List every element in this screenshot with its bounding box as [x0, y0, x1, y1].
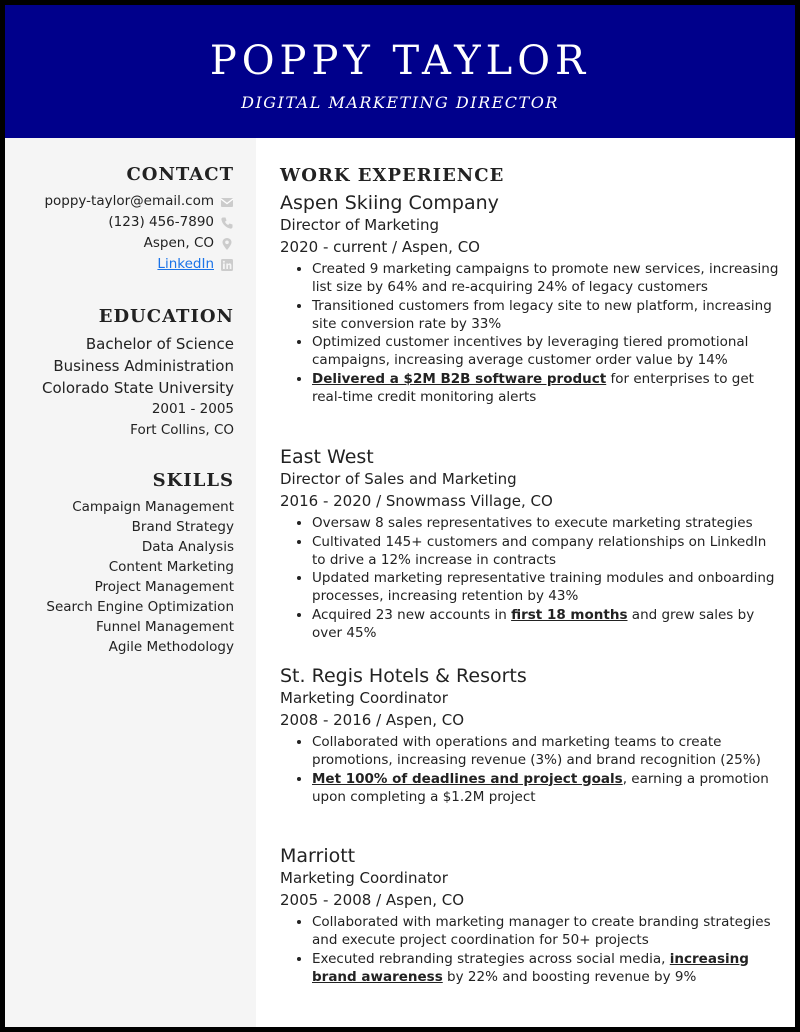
job-company: Aspen Skiing Company	[280, 192, 499, 214]
skill-item: Brand Strategy	[131, 519, 234, 535]
job-bullet	[312, 950, 780, 986]
job-bullets	[280, 733, 780, 806]
bullet-highlight: first 18 months	[511, 606, 628, 623]
bullet-highlight: Delivered a $2M B2B software product	[312, 370, 607, 387]
bullet-highlight: Met 100% of deadlines and project goals	[312, 770, 623, 787]
phone-icon	[220, 216, 234, 230]
skill-item: Funnel Management	[96, 619, 234, 635]
job-bullet	[312, 260, 780, 296]
job-bullet	[312, 514, 780, 532]
job-bullet	[312, 770, 780, 806]
contact-email	[14, 191, 234, 212]
resume-page	[5, 5, 795, 1027]
bullet-text: Oversaw 8 sales representatives to execute marketing strategies	[312, 515, 753, 531]
skills-heading: SKILLS	[152, 470, 234, 491]
bullet-text: for enterprises to get real-time credit monitoring alerts	[312, 370, 754, 405]
contact-phone	[14, 212, 234, 233]
candidate-title: DIGITAL MARKETING DIRECTOR	[241, 93, 559, 112]
job-company: Marriott	[280, 845, 356, 867]
job-bullet	[312, 569, 780, 605]
job-bullet	[312, 370, 780, 406]
job-role: Director of Marketing	[280, 216, 440, 234]
bullet-text: by 22% and boosting revenue by 9%	[442, 968, 697, 985]
phone-text: (123) 456-7890	[108, 214, 214, 230]
job-dates: 2008 - 2016 / Aspen, CO	[280, 711, 465, 729]
job-dates: 2005 - 2008 / Aspen, CO	[280, 891, 465, 909]
linkedin-icon	[220, 258, 234, 272]
email-text: poppy-taylor@email.com	[44, 193, 214, 209]
envelope-icon	[220, 195, 234, 209]
work-experience-heading: WORK EXPERIENCE	[280, 165, 505, 186]
bullet-text: Collaborated with operations and marketing teams to create promotions, increasing revenue (3%) and brand recognition (25%)	[312, 734, 761, 768]
job-dates: 2020 - current / Aspen, CO	[280, 238, 480, 256]
location-text: Aspen, CO	[143, 235, 214, 251]
education-major: Business Administration	[53, 357, 234, 375]
bullet-text: Transitioned customers from legacy site to new platform, increasing site conversion rate by 33%	[312, 297, 772, 332]
job-role: Marketing Coordinator	[280, 869, 448, 887]
bullet-text: and grew sales by over 45%	[312, 606, 755, 641]
job-dates: 2016 - 2020 / Snowmass Village, CO	[280, 492, 553, 510]
job-role: Director of Sales and Marketing	[280, 470, 517, 488]
skill-item: Campaign Management	[72, 499, 234, 515]
skill-item: Agile Methodology	[108, 639, 234, 655]
job-bullet	[312, 606, 780, 642]
education-years: 2001 - 2005	[151, 401, 234, 417]
job-bullet	[312, 297, 780, 333]
skill-item: Project Management	[94, 579, 234, 595]
bullet-text: Acquired 23 new accounts in	[312, 606, 512, 623]
job-bullets	[280, 260, 780, 406]
linkedin-link[interactable]: LinkedIn	[157, 256, 214, 272]
bullet-text: Executed rebranding strategies across social media,	[312, 950, 670, 967]
job-bullets	[280, 514, 780, 642]
bullet-text: Updated marketing representative training modules and onboarding processes, increasing retention by 43%	[312, 570, 775, 604]
job-company: St. Regis Hotels & Resorts	[280, 665, 527, 687]
job-entry	[280, 445, 780, 642]
bullet-highlight: increasing brand awareness	[312, 950, 749, 985]
job-bullet	[312, 733, 780, 769]
skills-section	[14, 470, 234, 657]
job-entry	[280, 844, 780, 986]
education-school: Colorado State University	[42, 379, 234, 397]
job-entry	[280, 664, 780, 806]
job-bullet	[312, 533, 780, 569]
job-entry	[280, 191, 780, 406]
sidebar	[5, 138, 256, 1027]
bullet-text: Collaborated with marketing manager to create branding strategies and execute project coordination for 50+ projects	[312, 914, 771, 948]
bullet-text: Optimized customer incentives by leveraging tiered promotional campaigns, increasing average customer order value by 14%	[312, 334, 749, 368]
contact-location	[14, 233, 234, 254]
education-degree: Bachelor of Science	[85, 335, 234, 353]
job-bullets	[280, 913, 780, 986]
job-bullet	[312, 333, 780, 369]
contact-heading: CONTACT	[126, 164, 234, 185]
contact-linkedin[interactable]	[14, 254, 234, 275]
bullet-text: Created 9 marketing campaigns to promote new services, increasing list size by 64% and re-acquiring 24% of legacy customers	[312, 261, 779, 295]
education-section	[14, 306, 234, 441]
candidate-name: POPPY TAYLOR	[209, 38, 591, 84]
skill-item: Search Engine Optimization	[46, 599, 234, 615]
bullet-text: , earning a promotion upon completing a $1.2M project	[312, 770, 769, 805]
contact-section	[14, 164, 234, 275]
resume-header	[5, 5, 795, 138]
job-bullet	[312, 913, 780, 949]
location-pin-icon	[220, 237, 234, 251]
bullet-text: Cultivated 145+ customers and company relationships on LinkedIn to drive a 12% increase in contracts	[312, 533, 767, 568]
education-location: Fort Collins, CO	[130, 422, 234, 438]
education-heading: EDUCATION	[98, 306, 234, 327]
job-role: Marketing Coordinator	[280, 689, 448, 707]
job-company: East West	[280, 446, 374, 468]
skill-item: Data Analysis	[141, 539, 234, 555]
skill-item: Content Marketing	[108, 559, 234, 575]
